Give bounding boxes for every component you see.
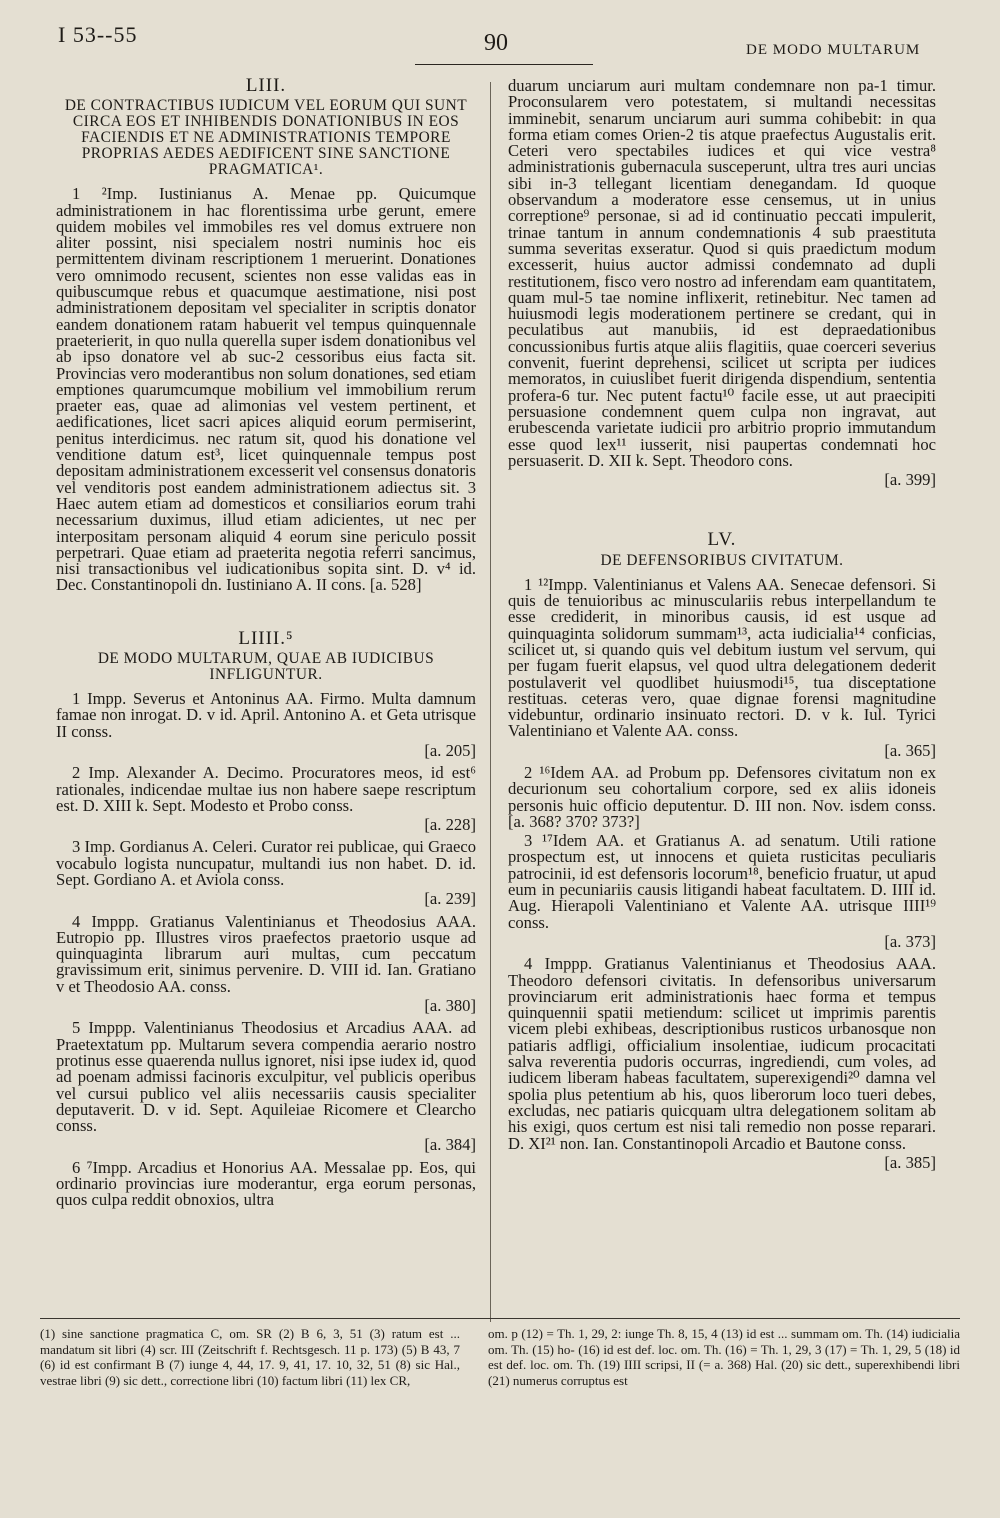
header-rule xyxy=(415,64,593,65)
section-liii-heading: DE CONTRACTIBUS IUDICUM VEL EORUM QUI SUNT CIRCA EOS ET INHIBENDIS DONATIONIBUS IN EOS FACIENDIS ET NE ADMINISTRATIONIS TEMPORE PROPRIAS AEDES AEDIFICENT SINE SANCTIONE PRAGMATICA¹. xyxy=(64,97,468,179)
section-liiii-date-6: [a. 399] xyxy=(884,470,936,490)
spacer xyxy=(56,597,476,631)
section-liiii-date-3: [a. 239] xyxy=(424,889,476,909)
section-liiii-para-6-continuation: duarum unciarum auri multam condemnare non pa-1 timur. Proconsularem vero potestatem, si multandi necessitas imminebit, senarum unciarum auri summa cohibebit: in qua forma etiam comes Orien-2 tis atque praefectus Augustalis erit. Ceteri vero spectabiles iudices et qui vice vestra⁸ administrationis gubernacula susceperunt, ultra tres auri uncias sibi in-3 tellegant licentiam denegandam. Id quoque observandum a moderatore esse censemus, ut in unius correptione⁹ personae, si ad id continuatio peccati impulerit, trinae tantum in annum condemnationis 4 sub praestituta summa severitas exseratur. Quod si quis praedictum modum excesserit, huius auctor admissi condemnato ad dupli restitutionem, fisco vero nostro ad inferendam eam quantitatem, quam mul-5 tae nomine inflixerit, retinebitur. Nec tamen ad huiusmodi legis moderationem pertinere se credant, qui in peculatibus aut manubiis, id est depraedationibus concussionibus furtis atque aliis flagitiis, quae coerceri severius convenit, fuerint deprehensi, scilicet ut scripta per iudices memoratos, in cuiuslibet fuerit dirigenda dispendium, sententia profera-6 tur. Nec putent factu¹⁰ facile esse, ut aut praecipiti persuasione condemnent quem culpa non ingravat, aut erubescenda varietate iudicii pro arbitrio proprio immutandum esse quod lex¹¹ iusserit, nisi paupertas condemnati hoc persuaserit. D. XII k. Sept. Theodoro cons. xyxy=(508,76,936,470)
section-liiii-date-5: [a. 384] xyxy=(424,1135,476,1155)
right-column xyxy=(508,78,936,1177)
section-liii-text: 1 ²Imp. Iustinianus A. Menae pp. Quicumque administrationem in hac florentissima urbe gerunt, emere quidem mobiles vel immobiles res vel domus extruere non aliter possint, nisi specialem nostri numinis hoc eis permittentem divinam rescriptionem 1 meruerint. Donationes vero omnimodo recusent, scientes non esse validas eas in quibuscumque rebus et quacumque aestimatione, nisi post administrationem depositam vel specialiter in scriptis donator eandem donationem ratam habuerit vel tempus quinquennale praeterierit, in quo nulla querella super isdem donationibus vel ab ipso donatore vel ab suc-2 cessoribus eius facta sit. Provincias vero moderantibus non solum donationes, sed etiam emptiones quarumcumque mobilium vel immobilium rerum praeter eas, quae ad alimonias vel vestem pertinent, et aedificationes, licet sacri apices aliquid eorum permiserint, penitus interdicimus. nec ratum sit, quod his donatione vel venditione datum est³, licet quinquennale tempus post depositam administrationem excesserit vel consensus donatoris vel venditoris post eandem administrationem adiectus sit. 3 Haec autem etiam ad domesticos et consiliarios eorum trahi necessarium duximus, illud etiam adicientes, ut nec per interpositam personam aliquid 4 eorum sine periculo possit perpetrari. Quae etiam ad praeterita negotia referri sancimus, nisi transactionibus vel iudicationibus sopita sint. D. v⁴ id. Dec. Constantinopoli dn. Iustiniano A. II cons. [a. 528] xyxy=(56,184,476,595)
section-liiii-date-4: [a. 380] xyxy=(424,996,476,1016)
section-lv-para-4: 4 Imppp. Gratianus Valentinianus et Theodosius AAA. Theodoro defensori civitatis. In defensoribus universarum provinciarum erit administrationis haec forma et tempus quinquennii spatii metiendum: scilicet ut imprimis parentis vicem plebi exhibeas, descriptionibus rusticos urbanosque non patiaris adfligi, officialium insolentiae, iudicum procacitati salva reverentia pudoris occurras, ingrediendi, cum voles, ad iudicem liberam habeas facultatem, superexigendi²⁰ damna vel spolia plus petentium ab his, quos liberorum loco tueri debes, excludas, nec patiaris quicquam ultra delegationem solitam ab his exigi, quos certum est nisi tali remedio non posse reparari. D. XI²¹ non. Ian. Constantinopoli Arcadio et Bautone conss. xyxy=(508,954,936,1153)
column-divider xyxy=(490,82,491,1322)
section-lv-date-1: [a. 365] xyxy=(884,740,936,760)
section-lv-para-2: 2 ¹⁶Idem AA. ad Probum pp. Defensores civitatum non ex decurionum seu cohortalium corpore, sed ex aliis idoneis personis huic officio deputentur. D. III non. Nov. isdem conss. [a. 368? 370? 373?] xyxy=(508,762,936,831)
left-column xyxy=(56,75,476,1212)
section-liiii-para-1: 1 Impp. Severus et Antoninus AA. Firmo. Multa damnum famae non inrogat. D. v id. April. Antonino A. et Geta utrisque II conss. xyxy=(56,689,476,741)
section-lv-para-1: 1 ¹²Impp. Valentinianus et Valens AA. Senecae defensori. Si quis de tenuioribus ac minusculariis rebus interpellandum te esse crediderit, in minoribus causis, id est usque ad quinquaginta solidorum summam¹³, acta iudicialia¹⁴ conficias, scilicet ut, si quando quis vel debitum iustum vel servum, qui per fugam fuerit elapsus, vel quod ultra delegationem dederit postulaverit vel quodlibet huiusmodi¹⁵, tua disceptatione restituas. ceteras vero, quae dignae forensi magnitudine videbuntur, ordinario insinuato rectori. D. v k. Iul. Tyrici Valentiniano et Valente AA. conss. xyxy=(508,574,936,741)
section-lv-para-3: 3 ¹⁷Idem AA. et Gratianus A. ad senatum. Utili ratione prospectum est, ut innocens et quieta rusticitas peculiaris patrocinii, id est defensoris locorum¹⁸, beneficio fruatur, ut apud eum in pecuniariis causis litigandi habeat facultatem. D. IIII id. Aug. Hierapoli Valentiniano et Valente AA. utrisque IIII¹⁹ conss. xyxy=(508,831,936,932)
section-liii-numeral: LIII. xyxy=(245,75,287,96)
section-liiii-date-2: [a. 228] xyxy=(424,815,476,835)
section-liiii-date-1: [a. 205] xyxy=(424,740,476,760)
section-liiii-heading: DE MODO MULTARUM, QUAE AB IUDICIBUS INFLIGUNTUR. xyxy=(97,650,435,684)
section-lv-numeral: LV. xyxy=(707,529,737,551)
running-head-title: DE MODO MULTARUM xyxy=(746,42,921,58)
section-lv-date-4: [a. 385] xyxy=(884,1152,936,1172)
section-liiii-para-4: 4 Imppp. Gratianus Valentinianus et Theodosius AAA. Eutropio pp. Illustres viros praefectos praetorio usque ad quinquaginta librarum auri multas, cum peccatum gravissimum erit, sinimus pervenire. D. VIII id. Ian. Gratiano v et Theodosio AA. conss. xyxy=(56,911,476,996)
section-liiii-para-2: 2 Imp. Alexander A. Decimo. Procuratores meos, id est⁶ rationales, indicendae multae ius non habere saepe rescriptum est. D. XIII k. Sept. Modesto et Probo conss. xyxy=(56,763,476,815)
section-liiii-numeral: LIIII.⁵ xyxy=(238,627,294,649)
section-liiii-para-3: 3 Imp. Gordianus A. Celeri. Curator rei publicae, qui Graeco vocabulo logista nuncupatur, multandi ius non habet. D. id. Sept. Gordiano A. et Aviola conss. xyxy=(56,837,476,889)
footnotes-right: om. p (12) = Th. 1, 29, 2: iunge Th. 8, 15, 4 (13) id est ... summam om. Th. (14) iudicialia om. Th. (15) ho- (16) id est def. loc. om. Th. (16) = Th. 1, 29, 3 (17) = Th. 1, 29, 5 (18) id est def. loc. om. Th. (19) IIII scripsi, II (= a. 368) Hal. (20) sic dett., superexhibendi libri (21) numerus corruptus est xyxy=(488,1326,960,1388)
footnotes-left: (1) sine sanctione pragmatica C, om. SR (2) B 6, 3, 51 (3) ratum est ... mandatum sit libri (4) scr. III (Zeitschrift f. Rechtsgesch. 11 p. 173) (5) B 43, 7 (6) id est confirmant B (7) iunge 4, 44, 17. 9, 41, 17. 10, 32, 51 (8) sic Hal., vestrae libri (9) sic dett., correctione libri (10) factum libri (11) lex CR, xyxy=(40,1326,460,1388)
footnote-rule xyxy=(40,1318,960,1319)
spacer xyxy=(508,494,936,532)
section-lv-heading: DE DEFENSORIBUS CIVITATUM. xyxy=(600,551,844,569)
running-head-reference: I 53--55 xyxy=(58,22,138,47)
page-number: 90 xyxy=(484,30,508,56)
section-liiii-para-5: 5 Imppp. Valentinianus Theodosius et Arcadius AAA. ad Praetextatum pp. Multarum severa compendia aerario nostro protinus esse quaerenda nullus ignoret, nisi ipse iudex id, quod ad poenam admissi facinoris exculpitur, vel publicis operibus vel cursui publico vel aliis necessariis causis specialiter deputaverit. D. v id. Sept. Aquileiae Ricomere et Clearcho conss. xyxy=(56,1018,476,1136)
section-liiii-para-6: 6 ⁷Impp. Arcadius et Honorius AA. Messalae pp. Eos, qui ordinario provincias iure moderantur, erga eorum personas, quos culpa reddit obnoxios, ultra xyxy=(56,1157,476,1210)
section-lv-date-3: [a. 373] xyxy=(884,931,936,951)
